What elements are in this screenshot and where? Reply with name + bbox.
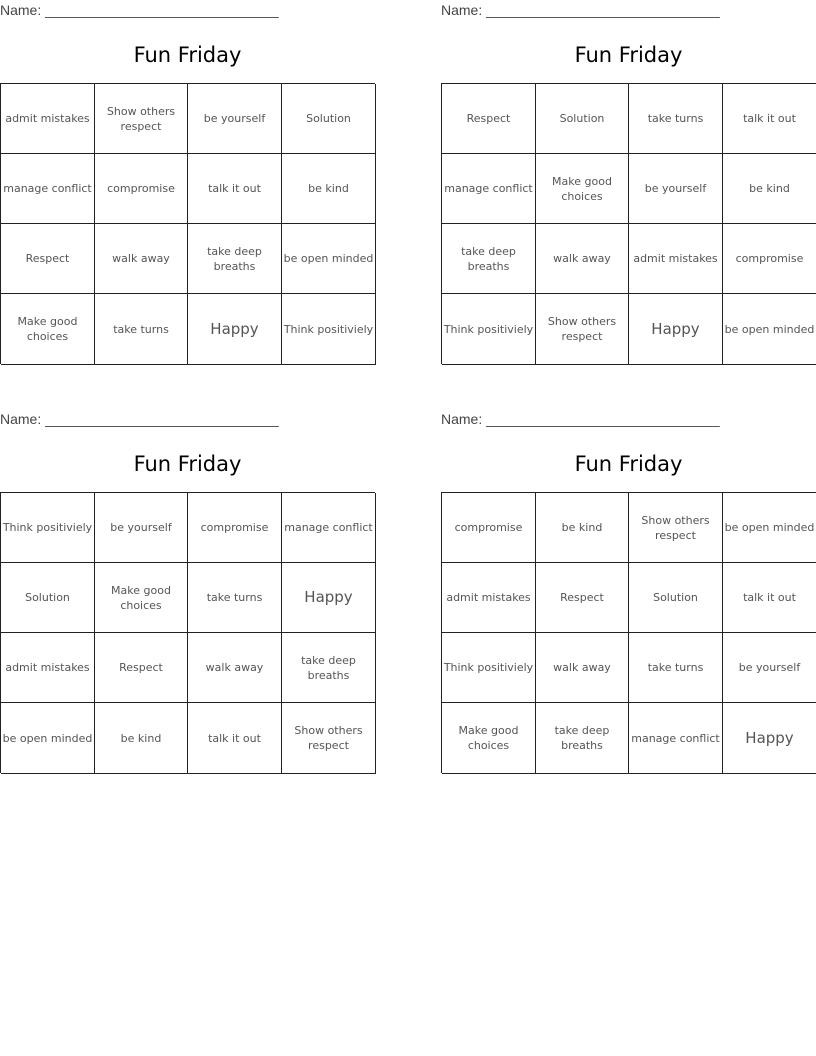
bingo-cell: Solution [282,84,376,154]
bingo-cell: be kind [723,154,816,224]
bingo-grid [441,83,816,364]
bingo-cell: Happy [723,703,816,774]
bingo-cell: manage conflict [282,493,376,563]
bingo-cell: manage conflict [442,154,536,224]
bingo-cell: walk away [536,633,629,703]
card-title: Fun Friday [133,43,242,67]
bingo-cell: take deep breaths [536,703,629,774]
bingo-cell: Respect [1,224,95,294]
bingo-cell: Solution [536,84,629,154]
bingo-cell: Make good choices [95,563,188,633]
bingo-cell: walk away [95,224,188,294]
bingo-cell: take turns [629,633,723,703]
name-field: Name: ______________________________ [0,411,279,427]
bingo-grid [0,492,375,773]
bingo-cell: be open minded [282,224,376,294]
bingo-cell: compromise [442,493,536,563]
bingo-cell: take turns [629,84,723,154]
card-title: Fun Friday [133,452,242,476]
bingo-cell: Show others respect [95,84,188,154]
bingo-cell: Happy [188,294,282,365]
bingo-cell: be yourself [188,84,282,154]
bingo-cell: talk it out [723,563,816,633]
name-field: Name: ______________________________ [441,411,720,427]
bingo-cell: compromise [188,493,282,563]
bingo-cell: admit mistakes [442,563,536,633]
bingo-cell: Respect [442,84,536,154]
bingo-cell: Make good choices [442,703,536,774]
bingo-cell: be kind [536,493,629,563]
bingo-cell: be yourself [95,493,188,563]
bingo-cell: Happy [282,563,376,633]
bingo-cell: take turns [188,563,282,633]
bingo-cell: be open minded [723,294,816,365]
bingo-cell: be kind [95,703,188,774]
bingo-cell: be kind [282,154,376,224]
bingo-cell: Solution [1,563,95,633]
bingo-cell: Think positiviely [442,294,536,365]
bingo-cell: talk it out [188,703,282,774]
bingo-cell: admit mistakes [1,633,95,703]
bingo-cell: compromise [723,224,816,294]
bingo-cell: walk away [536,224,629,294]
bingo-cell: be open minded [723,493,816,563]
card-title: Fun Friday [574,452,683,476]
bingo-grid [0,83,375,364]
bingo-grid [441,492,816,773]
bingo-cell: talk it out [188,154,282,224]
bingo-cell: manage conflict [1,154,95,224]
bingo-cell: be open minded [1,703,95,774]
bingo-cell: be yourself [629,154,723,224]
bingo-cell: take deep breaths [282,633,376,703]
bingo-cell: Respect [536,563,629,633]
bingo-cell: Solution [629,563,723,633]
bingo-cell: admit mistakes [1,84,95,154]
bingo-cell: Make good choices [1,294,95,365]
bingo-cell: Show others respect [536,294,629,365]
bingo-cell: take turns [95,294,188,365]
bingo-cell: Happy [629,294,723,365]
bingo-cell: take deep breaths [442,224,536,294]
name-field: Name: ______________________________ [0,2,279,18]
bingo-cell: manage conflict [629,703,723,774]
bingo-cell: Show others respect [282,703,376,774]
bingo-cell: take deep breaths [188,224,282,294]
card-title: Fun Friday [574,43,683,67]
bingo-cell: Think positiviely [442,633,536,703]
bingo-cell: compromise [95,154,188,224]
bingo-cell: walk away [188,633,282,703]
bingo-cell: talk it out [723,84,816,154]
bingo-cell: be yourself [723,633,816,703]
name-field: Name: ______________________________ [441,2,720,18]
bingo-cell: admit mistakes [629,224,723,294]
bingo-cell: Respect [95,633,188,703]
bingo-cell: Think positiviely [282,294,376,365]
bingo-cell: Think positiviely [1,493,95,563]
bingo-cell: Show others respect [629,493,723,563]
bingo-cell: Make good choices [536,154,629,224]
